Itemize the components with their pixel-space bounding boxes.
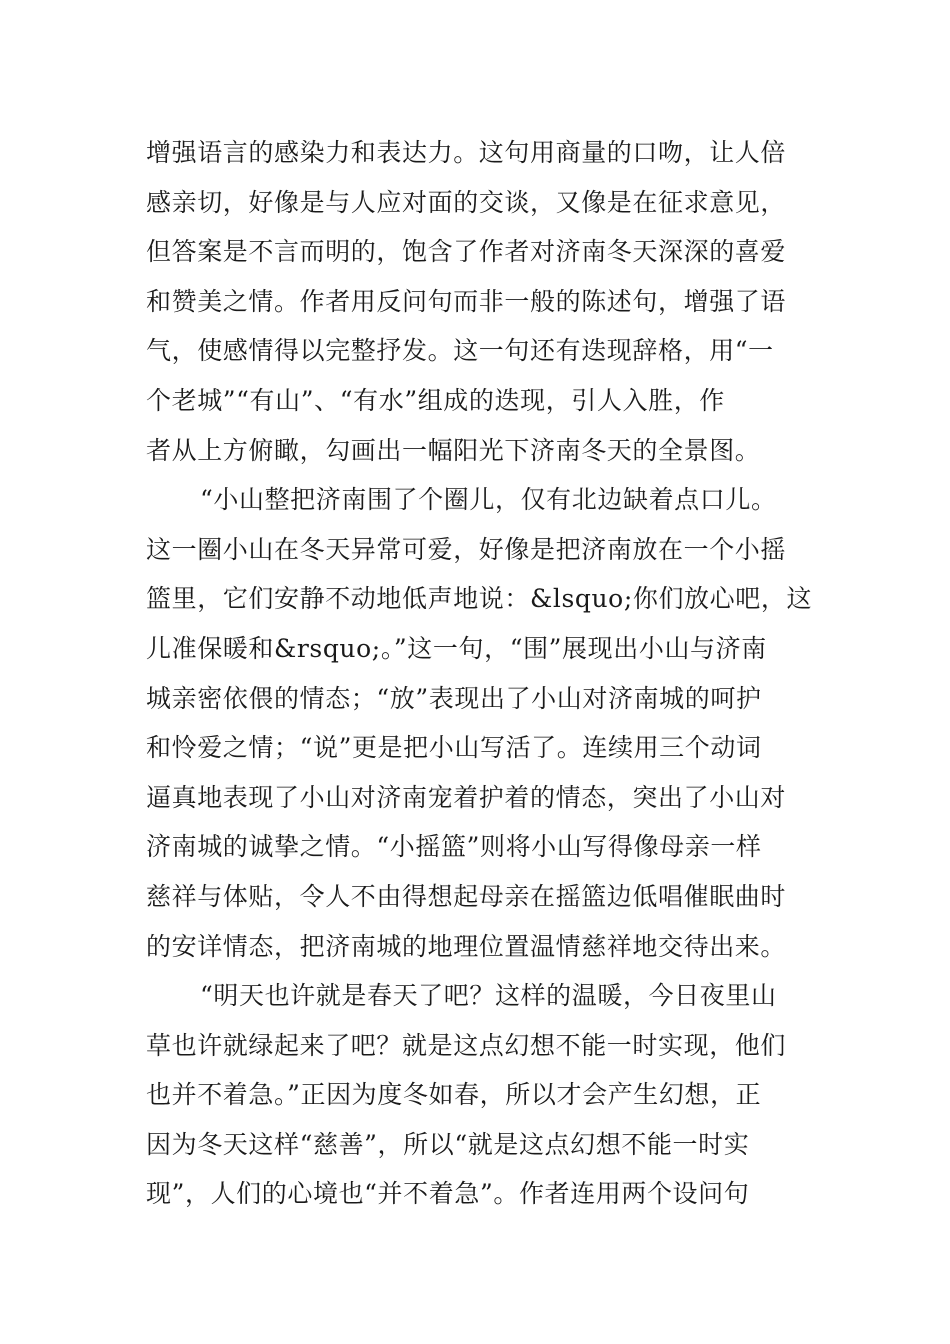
paragraph-line: 慈祥与体贴，令人不由得想起母亲在摇篮边低唱催眠曲时 <box>146 881 787 911</box>
paragraph-line: 这一圈小山在冬天异常可爱，好像是把济南放在一个小摇 <box>146 534 787 564</box>
paragraph-line: 的安详情态，把济南城的地理位置温情慈祥地交待出来。 <box>146 931 787 961</box>
paragraph-line: 增强语言的感染力和表达力。这句用商量的口吻，让人倍 <box>146 138 787 167</box>
paragraph-line: 逼真地表现了小山对济南宠着护着的情态，突出了小山对 <box>146 782 787 812</box>
paragraph-line: 也并不着急。”正因为度冬如春，所以才会产生幻想，正 <box>146 1080 762 1110</box>
paragraph-line: 草也许就绿起来了吧？就是这点幻想不能一时实现，他们 <box>146 1030 787 1060</box>
paragraph-line: 气，使感情得以完整抒发。这一句还有迭现辞格，用“一 <box>146 336 774 366</box>
paragraph-line: 个老城”“有山”、“有水”组成的迭现，引人入胜，作 <box>146 385 725 415</box>
document-body <box>146 128 813 1219</box>
paragraph-line: 儿准保暖和&rsquo;。”这一句，“围”展现出小山与济南 <box>146 633 767 663</box>
paragraph-line: 现”，人们的心境也“并不着急”。作者连用两个设问句 <box>146 1179 750 1209</box>
paragraph-line: 者从上方俯瞰，勾画出一幅阳光下济南冬天的全景图。 <box>146 435 761 465</box>
paragraph-line: 和怜爱之情；“说”更是把小山写活了。连续用三个动词 <box>146 733 762 763</box>
paragraph-line: 感亲切，好像是与人应对面的交谈，又像是在征求意见， <box>146 187 787 217</box>
paragraph-line: “明天也许就是春天了吧？这样的温暖，今日夜里山 <box>200 981 777 1011</box>
paragraph-1 <box>146 128 806 475</box>
paragraph-line: 但答案是不言而明的，饱含了作者对济南冬天深深的喜爱 <box>146 237 787 267</box>
paragraph-line: “小山整把济南围了个圈儿，仅有北边缺着点口儿。 <box>200 485 777 515</box>
paragraph-2 <box>146 475 813 971</box>
paragraph-line: 和赞美之情。作者用反问句而非一般的陈述句，增强了语 <box>146 286 787 316</box>
paragraph-line: 济南城的诚挚之情。“小摇篮”则将小山写得像母亲一样 <box>146 832 762 862</box>
paragraph-line: 篮里，它们安静不动地低声地说：&lsquo;你们放心吧，这 <box>146 584 813 614</box>
paragraph-line: 城亲密依偎的情态；“放”表现出了小山对济南城的呵护 <box>146 683 762 713</box>
paragraph-3 <box>146 971 806 1219</box>
paragraph-line: 因为冬天这样“慈善”，所以“就是这点幻想不能一时实 <box>146 1129 750 1159</box>
